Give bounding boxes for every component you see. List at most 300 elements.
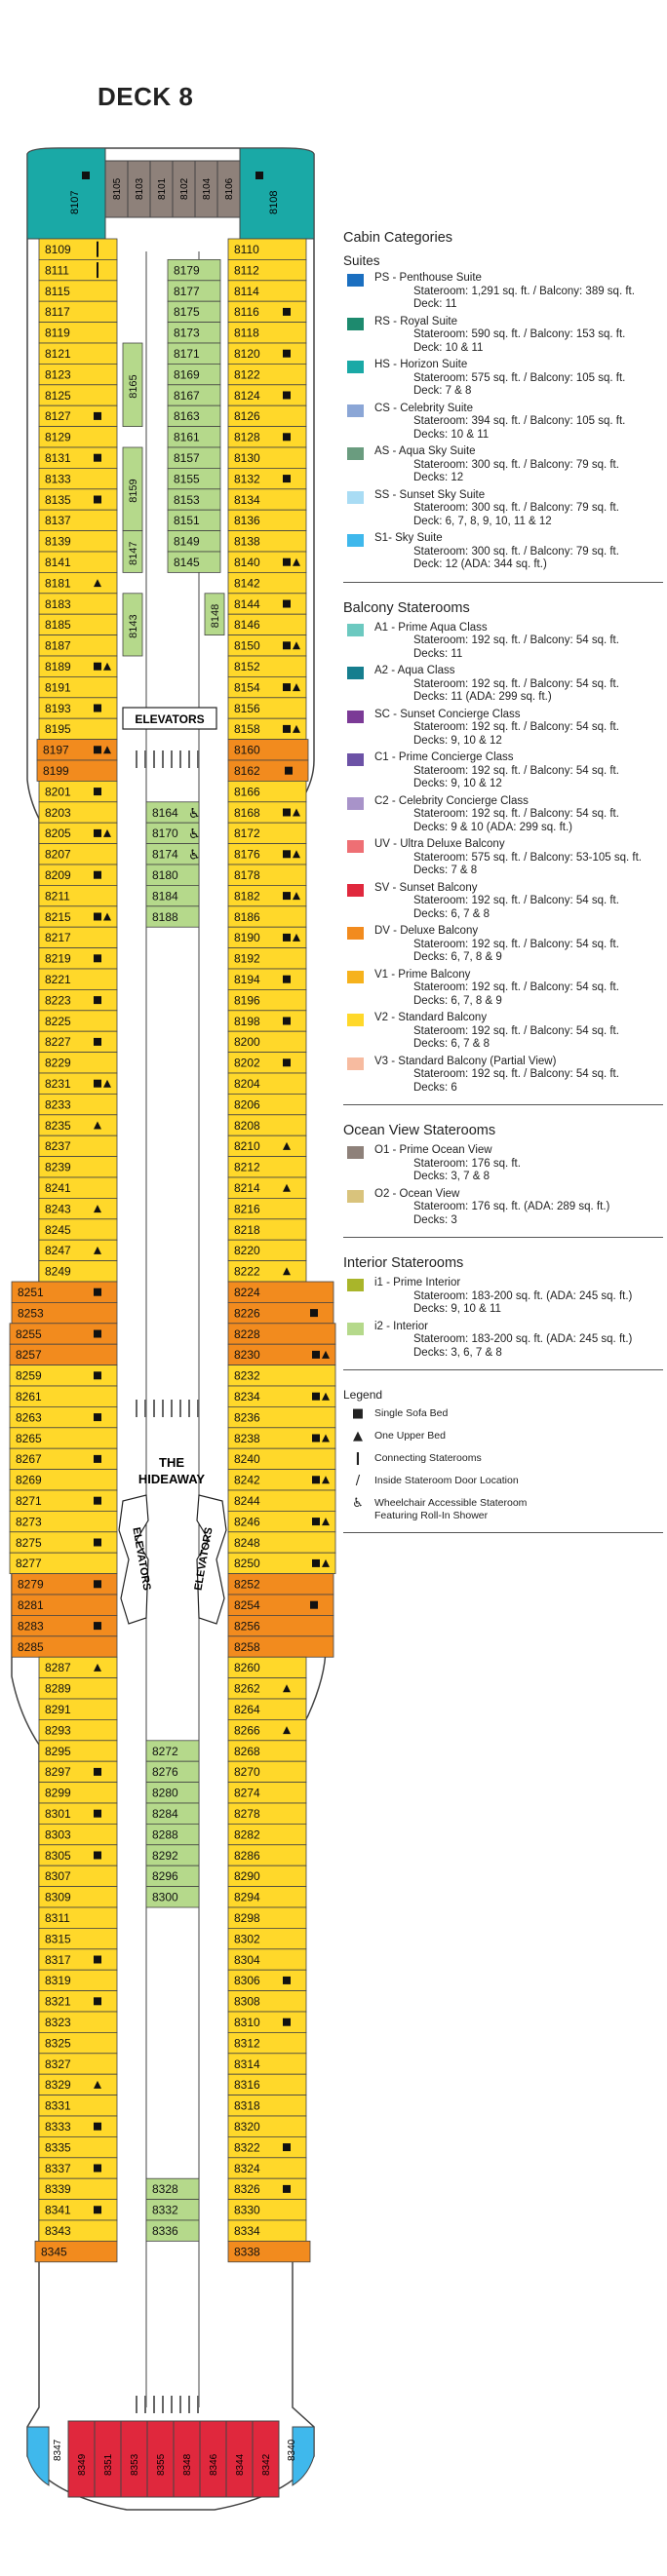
sofa-bed-icon — [94, 1038, 101, 1046]
cabin-number: 8152 — [234, 660, 260, 673]
sofa-bed-icon — [283, 1058, 291, 1066]
category-detail: Decks: 6, 7 & 8 — [413, 907, 490, 920]
cabin-number: 8279 — [18, 1577, 44, 1592]
cabin-number: 8160 — [234, 743, 260, 757]
cabin-number: 8208 — [234, 1118, 260, 1133]
category-swatch — [347, 274, 364, 287]
cabin-number: 8334 — [234, 2224, 260, 2238]
category-swatch — [347, 797, 364, 810]
cabin-number: 8140 — [234, 556, 260, 569]
cabin-number: 8165 — [128, 374, 139, 399]
category-detail: Stateroom: 575 sq. ft. / Balcony: 105 sq. ft. — [413, 371, 626, 384]
cabin-label: 8344 — [235, 2453, 246, 2476]
category-a1 — [343, 622, 663, 662]
cabin-number: 8305 — [45, 1848, 71, 1863]
cabin-number: 8303 — [45, 1827, 71, 1842]
cabin-number: 8343 — [45, 2224, 71, 2238]
balcony-title: Balcony Staterooms — [343, 599, 470, 616]
cabin-number: 8233 — [45, 1097, 71, 1112]
cabin-number: 8320 — [234, 2120, 260, 2134]
cabin-number: 8341 — [45, 2203, 71, 2217]
category-v1 — [343, 969, 663, 1009]
category-name: O1 - Prime Ocean View — [374, 1144, 492, 1156]
cabin-number: 8211 — [45, 889, 70, 904]
category-detail: Decks: 12 — [413, 472, 464, 483]
cabin-number: 8338 — [234, 2245, 260, 2259]
category-rs — [343, 316, 663, 356]
category-detail: Stateroom: 192 sq. ft. / Balcony: 54 sq. ft. — [413, 1068, 619, 1080]
cabin-number: 8134 — [234, 492, 260, 507]
legend-symbol-label: One Upper Bed — [374, 1430, 446, 1442]
cabin-label: 8351 — [103, 2453, 114, 2476]
category-name: SS - Sunset Sky Suite — [374, 488, 486, 501]
cabin-number: 8205 — [45, 827, 71, 841]
cabin-number: 8258 — [234, 1639, 260, 1654]
cabin-number: 8155 — [174, 472, 200, 486]
cabin-number: 8218 — [234, 1222, 260, 1237]
category-name: SV - Sunset Balcony — [374, 881, 478, 894]
category-c2 — [343, 795, 663, 835]
cabin-number: 8311 — [45, 1911, 70, 1925]
cabin-8347[interactable] — [27, 2427, 49, 2485]
cabin-number: 8236 — [234, 1410, 260, 1425]
cabin-number: 8173 — [174, 326, 200, 340]
wheelchair-icon: ♿ — [188, 847, 201, 864]
cabin-number: 8322 — [234, 2140, 260, 2155]
cabin-number: 8141 — [45, 556, 71, 569]
cabin-number: 8260 — [234, 1661, 260, 1675]
cabin-number: 8220 — [234, 1244, 260, 1258]
category-swatch — [347, 1057, 364, 1070]
category-swatch — [347, 534, 364, 547]
cabin-number: 8227 — [45, 1035, 71, 1050]
category-detail: Decks: 11 — [413, 647, 463, 660]
category-detail: Stateroom: 192 sq. ft. / Balcony: 54 sq. ft. — [413, 764, 619, 777]
cabin-number: 8190 — [234, 931, 260, 945]
cabin-number: 8124 — [234, 388, 260, 403]
category-detail: Stateroom: 183-200 sq. ft. (ADA: 245 sq. ft.) — [413, 1289, 633, 1302]
cabin-number: 8335 — [45, 2140, 71, 2155]
cabin-number: 8200 — [234, 1035, 260, 1050]
wheelchair-icon: ♿ — [188, 827, 201, 843]
category-name: CS - Celebrity Suite — [374, 402, 473, 414]
cabin-number: 8326 — [234, 2182, 260, 2197]
cabin-number: 8221 — [45, 973, 71, 986]
sofa-bed-icon — [283, 809, 291, 817]
sofa-bed-icon — [94, 1288, 101, 1296]
category-hs — [343, 359, 663, 399]
cabin-number: 8196 — [234, 993, 260, 1008]
cabin-number: 8117 — [45, 305, 70, 320]
cabin-number: 8275 — [16, 1535, 42, 1550]
cabin-number: 8310 — [234, 2016, 260, 2029]
cabin-number: 8318 — [234, 2098, 260, 2113]
cabin-number: 8147 — [128, 541, 139, 565]
cabin-number: 8247 — [45, 1244, 71, 1258]
cabin-label: 8355 — [156, 2453, 167, 2476]
category-detail: Decks: 10 & 11 — [413, 428, 490, 441]
cabin-number: 8259 — [16, 1368, 42, 1383]
category-ss — [343, 489, 663, 529]
category-swatch — [347, 971, 364, 983]
cabin-number: 8150 — [234, 638, 260, 653]
category-dv — [343, 925, 663, 965]
cabin-number: 8197 — [43, 743, 69, 757]
cabin-number: 8345 — [41, 2245, 67, 2259]
cabin-number: 8273 — [16, 1515, 42, 1529]
sofa-bed-icon — [94, 2123, 101, 2131]
legend-symbol-label: Connecting Staterooms — [374, 1452, 482, 1464]
cabin-number: 8194 — [234, 973, 260, 986]
cabin-number: 8163 — [174, 409, 200, 424]
sofa-bed-icon — [94, 1768, 101, 1776]
category-name: O2 - Ocean View — [374, 1187, 460, 1200]
sofa-bed-icon — [310, 1601, 318, 1609]
sofa-bed-icon — [94, 954, 101, 962]
cabin-number: 8282 — [234, 1827, 260, 1842]
sofa-bed-icon — [283, 2143, 291, 2151]
cabin-number: 8209 — [45, 868, 71, 882]
oceanview-title: Ocean View Staterooms — [343, 1123, 496, 1138]
category-detail: Stateroom: 192 sq. ft. / Balcony: 54 sq. ft. — [413, 808, 619, 820]
cabin-number: 8169 — [174, 367, 200, 382]
wheelchair-icon: ♿ — [352, 1496, 364, 1511]
cabin-number: 8278 — [234, 1807, 260, 1821]
cabin-number: 8235 — [45, 1118, 71, 1133]
legend-panel — [343, 230, 663, 1551]
sofa-bed-icon — [283, 850, 291, 858]
divider — [343, 1104, 663, 1105]
category-s1 — [343, 532, 663, 572]
cabin-number: 8112 — [234, 263, 259, 278]
sofa-bed-icon — [255, 172, 263, 179]
category-name: PS - Penthouse Suite — [374, 272, 482, 284]
cabin-number: 8137 — [45, 514, 71, 528]
cabin-number: 8244 — [234, 1494, 260, 1508]
cabin-number: 8287 — [45, 1661, 71, 1675]
category-detail: Decks: 9, 10 & 12 — [413, 734, 502, 747]
cabin-number: 8269 — [16, 1473, 42, 1487]
sofa-bed-icon — [312, 1559, 320, 1567]
category-detail: Stateroom: 176 sq. ft. (ADA: 289 sq. ft.) — [413, 1201, 610, 1212]
cabin-label: 8103 — [135, 177, 145, 200]
legend-symbol-row — [343, 1430, 663, 1442]
cabin-number: 8280 — [152, 1786, 178, 1800]
sofa-bed-icon — [94, 1455, 101, 1463]
category-detail: Stateroom: 192 sq. ft. / Balcony: 54 sq. ft. — [413, 721, 619, 733]
cabin-number: 8135 — [45, 492, 71, 507]
legend-symbol-row — [343, 1497, 663, 1522]
cabin-8107[interactable] — [27, 148, 105, 239]
cabin-number: 8180 — [152, 868, 178, 882]
cabin-number: 8153 — [174, 492, 200, 507]
sofa-bed-icon — [283, 558, 291, 566]
divider — [343, 582, 663, 583]
category-name: UV - Ultra Deluxe Balcony — [374, 838, 505, 850]
upper-bed-icon: ▲ — [353, 1429, 363, 1443]
sofa-bed-icon — [94, 1852, 101, 1860]
cabin-number: 8325 — [45, 2036, 71, 2051]
category-detail: Decks: 6, 7 & 8 — [413, 1038, 490, 1050]
cabin-number: 8132 — [234, 472, 260, 486]
cabin-number: 8240 — [234, 1452, 260, 1467]
category-detail: Deck: 6, 7, 8, 9, 10, 11 & 12 — [413, 515, 552, 527]
cabin-number: 8168 — [234, 805, 260, 820]
cabin-number: 8214 — [234, 1181, 260, 1195]
cabin-label: 8106 — [224, 177, 235, 200]
category-cs — [343, 403, 663, 442]
category-name: S1- Sky Suite — [374, 532, 443, 544]
category-detail: Decks: 3 — [413, 1213, 457, 1226]
category-swatch — [347, 667, 364, 679]
sofa-bed-icon — [283, 308, 291, 316]
cabin-number: 8167 — [174, 388, 200, 403]
category-swatch — [347, 840, 364, 853]
cabin-number: 8241 — [45, 1181, 71, 1195]
category-detail: Deck: 10 & 11 — [413, 341, 484, 354]
cabin-number: 8257 — [16, 1348, 42, 1363]
sofa-bed-icon — [312, 1435, 320, 1442]
cabin-number: 8314 — [234, 2057, 260, 2071]
cabin-number: 8270 — [234, 1765, 260, 1780]
sofa-bed-icon — [94, 1330, 101, 1338]
cabin-label: 8340 — [287, 2439, 297, 2461]
cabin-number: 8164 — [152, 805, 178, 820]
cabin-number: 8261 — [16, 1390, 42, 1403]
category-detail: Decks: 6, 7, 8 & 9 — [413, 951, 502, 963]
cabin-number: 8301 — [45, 1807, 71, 1821]
category-detail: Deck: 11 — [413, 298, 457, 310]
category-detail: Stateroom: 192 sq. ft. / Balcony: 54 sq. ft. — [413, 981, 619, 993]
cabin-number: 8268 — [234, 1744, 260, 1758]
cabin-number: 8286 — [234, 1848, 260, 1863]
category-detail: Decks: 6 — [413, 1081, 457, 1094]
category-detail: Decks: 9, 10 & 11 — [413, 1303, 501, 1315]
cabin-number: 8131 — [45, 451, 71, 465]
cabin-number: 8225 — [45, 1014, 71, 1028]
legend-symbol-label: Wheelchair Accessible Stateroom Featuring Roll-In Shower — [374, 1497, 528, 1521]
category-name: C2 - Celebrity Concierge Class — [374, 794, 529, 807]
cabin-number: 8252 — [234, 1577, 260, 1592]
cabin-number: 8246 — [234, 1515, 260, 1529]
cabin-number: 8333 — [45, 2120, 71, 2134]
cabin-number: 8189 — [45, 660, 71, 673]
cabin-number: 8293 — [45, 1723, 71, 1738]
cabin-number: 8158 — [234, 722, 260, 737]
cabin-number: 8184 — [152, 889, 178, 904]
cabin-number: 8308 — [234, 1994, 260, 2009]
cabin-number: 8185 — [45, 618, 71, 633]
cabin-label: 8102 — [179, 177, 190, 200]
cabin-number: 8176 — [234, 847, 260, 862]
cabin-number: 8274 — [234, 1786, 260, 1800]
cabin-number: 8271 — [16, 1494, 42, 1508]
sofa-bed-icon — [94, 496, 101, 504]
cabin-number: 8328 — [152, 2182, 178, 2197]
cabin-number: 8161 — [174, 430, 200, 444]
cabin-label: 8346 — [209, 2453, 219, 2476]
sofa-bed-icon — [94, 663, 101, 671]
cabin-number: 8307 — [45, 1869, 71, 1884]
cabin-number: 8181 — [45, 576, 71, 591]
divider — [343, 1532, 663, 1533]
cabin-number: 8126 — [234, 409, 260, 424]
cabin-number: 8119 — [45, 326, 70, 340]
hideaway-label-line1: THE — [159, 1455, 184, 1470]
sofa-bed-icon — [94, 1371, 101, 1379]
category-swatch — [347, 1146, 364, 1159]
cabin-number: 8123 — [45, 367, 71, 382]
cabin-number: 8118 — [234, 326, 259, 340]
cabin-number: 8312 — [234, 2036, 260, 2051]
cabin-number: 8186 — [234, 909, 260, 924]
cabin-number: 8296 — [152, 1869, 178, 1884]
cabin-number: 8210 — [234, 1139, 260, 1154]
cabin-number: 8204 — [234, 1077, 260, 1091]
cabin-number: 8331 — [45, 2098, 71, 2113]
cabin-number: 8193 — [45, 701, 71, 715]
connecting-icon: ❙ — [352, 1451, 364, 1466]
category-name: V3 - Standard Balcony (Partial View) — [374, 1055, 557, 1067]
category-detail: Decks: 7 & 8 — [413, 865, 478, 876]
category-name: HS - Horizon Suite — [374, 359, 468, 370]
cabin-number: 8327 — [45, 2057, 71, 2071]
elevators-left-label: ELEVATORS — [130, 1526, 153, 1592]
sofa-bed-icon — [94, 1497, 101, 1505]
cabin-number: 8228 — [234, 1326, 260, 1341]
cabin-number: 8285 — [18, 1639, 44, 1654]
sofa-bed-icon — [283, 600, 291, 608]
category-detail: Stateroom: 192 sq. ft. / Balcony: 54 sq. ft. — [413, 634, 619, 646]
sofa-bed-icon — [283, 475, 291, 482]
cabin-number: 8149 — [174, 534, 200, 549]
category-name: AS - Aqua Sky Suite — [374, 445, 476, 457]
cabin-number: 8191 — [45, 680, 71, 695]
suites-title: Suites — [343, 253, 380, 268]
cabin-number: 8302 — [234, 1932, 260, 1946]
cabin-number: 8109 — [45, 243, 71, 256]
cabin-number: 8299 — [45, 1786, 71, 1800]
sofa-bed-icon — [94, 913, 101, 921]
category-o1 — [343, 1144, 663, 1184]
sofa-bed-icon — [94, 1580, 101, 1588]
cabin-number: 8156 — [234, 701, 260, 715]
category-swatch — [347, 447, 364, 460]
sofa-bed-icon — [283, 641, 291, 649]
cabin-number: 8170 — [152, 827, 178, 841]
cabin-number: 8337 — [45, 2161, 71, 2175]
category-swatch — [347, 884, 364, 897]
cabin-number: 8182 — [234, 889, 260, 904]
cabin-number: 8230 — [234, 1348, 260, 1363]
cabin-number: 8145 — [174, 556, 200, 569]
cabin-number: 8195 — [45, 722, 71, 737]
cabin-number: 8121 — [45, 347, 71, 361]
category-detail: Stateroom: 300 sq. ft. / Balcony: 79 sq. ft. — [413, 458, 619, 471]
hideaway-label-line2: HIDEAWAY — [137, 1472, 206, 1486]
cabin-number: 8129 — [45, 430, 71, 444]
legend-symbol-label: Inside Stateroom Door Location — [374, 1475, 519, 1486]
category-swatch — [347, 1279, 364, 1291]
wheelchair-icon: ♿ — [188, 805, 201, 822]
category-swatch — [347, 711, 364, 723]
cabin-number: 8321 — [45, 1994, 71, 2009]
cabin-number: 8284 — [152, 1807, 178, 1821]
cabin-label: 8108 — [268, 190, 280, 214]
cabin-number: 8138 — [234, 534, 260, 549]
sofa-bed-icon — [94, 2206, 101, 2213]
sofa-bed-icon — [94, 788, 101, 795]
sofa-bed-icon — [283, 892, 291, 900]
cabin-number: 8162 — [234, 764, 260, 778]
category-ps — [343, 272, 663, 312]
sofa-bed-icon — [94, 1997, 101, 2005]
cabin-number: 8115 — [45, 284, 70, 298]
cabin-number: 8300 — [152, 1890, 178, 1904]
cabin-number: 8202 — [234, 1056, 260, 1070]
cabin-number: 8237 — [45, 1139, 71, 1154]
cabin-number: 8250 — [234, 1557, 260, 1571]
suites-list — [343, 272, 663, 572]
sofa-bed-icon — [94, 1080, 101, 1088]
cabin-number: 8255 — [16, 1326, 42, 1341]
sofa-bed-icon — [285, 767, 293, 775]
category-detail: Decks: 9 & 10 (ADA: 299 sq. ft.) — [413, 821, 572, 833]
cabin-number: 8295 — [45, 1744, 71, 1758]
category-detail: Decks: 6, 7, 8 & 9 — [413, 994, 502, 1007]
sofa-bed-icon — [94, 1622, 101, 1630]
deck-title: DECK 8 — [98, 82, 194, 111]
cabin-number: 8306 — [234, 1974, 260, 1988]
sofa-bed-icon — [94, 829, 101, 837]
category-c1 — [343, 751, 663, 791]
category-name: V1 - Prime Balcony — [374, 968, 471, 980]
category-name: DV - Deluxe Balcony — [374, 925, 479, 937]
category-detail: Stateroom: 300 sq. ft. / Balcony: 79 sq. ft. — [413, 502, 619, 514]
sofa-bed-icon — [312, 1476, 320, 1483]
legend-symbol-row — [343, 1475, 663, 1487]
cabin-number: 8151 — [174, 514, 200, 528]
sofa-bed-icon — [94, 1956, 101, 1964]
sofa-bed-icon — [312, 1351, 320, 1359]
category-swatch — [347, 491, 364, 504]
cabin-number: 8309 — [45, 1890, 71, 1904]
cabin-number: 8175 — [174, 305, 200, 320]
sofa-bed-icon — [283, 350, 291, 358]
cabin-number: 8127 — [45, 409, 71, 424]
divider — [343, 1369, 663, 1370]
category-detail: Decks: 9, 10 & 12 — [413, 778, 502, 789]
cabin-number: 8171 — [174, 347, 200, 361]
cabin-number: 8203 — [45, 805, 71, 820]
category-swatch — [347, 1190, 364, 1203]
sofa-bed-icon — [94, 454, 101, 462]
sofa-bed-icon — [94, 746, 101, 753]
category-swatch — [347, 624, 364, 636]
sofa-bed-icon — [312, 1518, 320, 1525]
cabin-number: 8144 — [234, 596, 260, 611]
cabin-number: 8304 — [234, 1952, 260, 1967]
category-detail: Stateroom: 192 sq. ft. / Balcony: 54 sq. ft. — [413, 677, 619, 690]
cabin-label: 8353 — [130, 2453, 140, 2476]
sofa-bed-icon — [283, 2019, 291, 2026]
cabin-number: 8267 — [16, 1452, 42, 1467]
cabin-number: 8263 — [16, 1410, 42, 1425]
cabin-number: 8120 — [234, 347, 260, 361]
cabin-number: 8143 — [128, 614, 139, 638]
category-detail: Stateroom: 1,291 sq. ft. / Balcony: 389 sq. ft. — [413, 285, 635, 297]
cabin-number: 8122 — [234, 367, 260, 382]
